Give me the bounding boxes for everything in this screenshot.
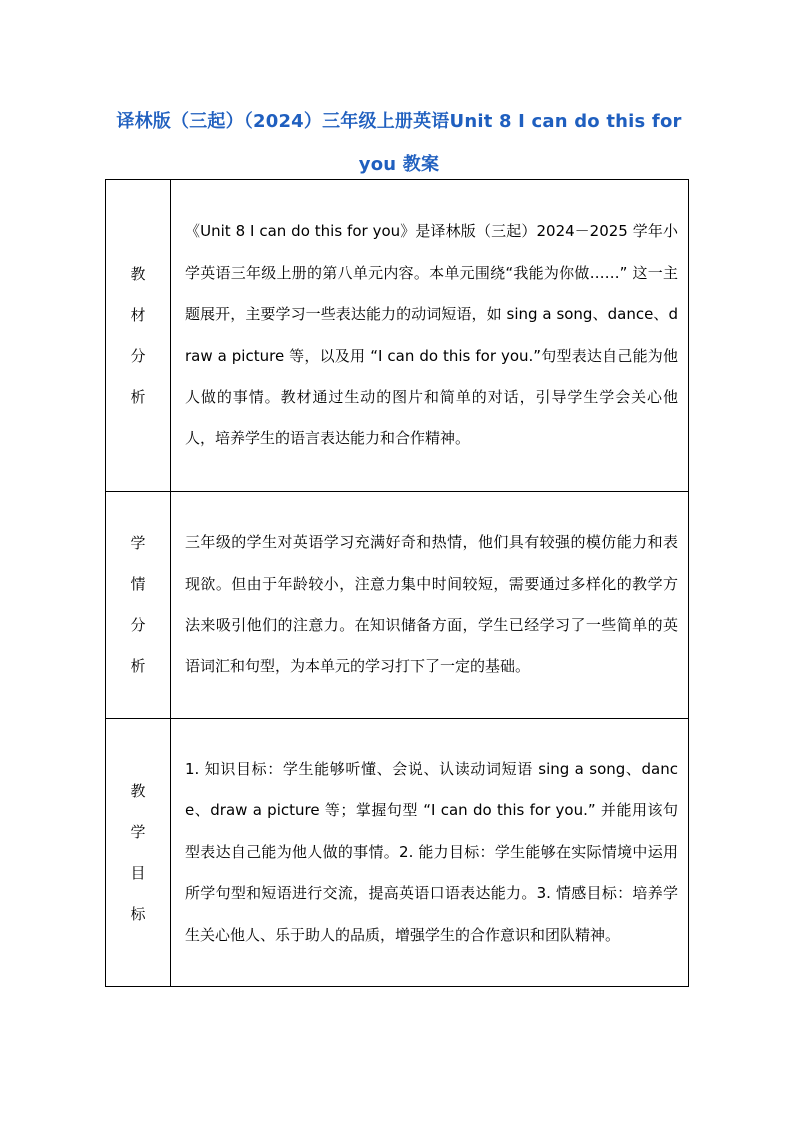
lesson-plan-table	[105, 179, 689, 987]
textbook-analysis-text: 《Unit 8 I can do this for you》是译林版（三起）2024－2025 学年小学英语三年级上册的第八单元内容。本单元围绕“我能为你做……” 这一主题展开，主要学习一些表达能力的动词短语，如 sing a song、dance、draw a picture 等，以及用 “I can do this for you.”句型表达自己能为他人做的事情。教材通过生动的图片和简单的对话，引导学生学会关心他人，培养学生的语言表达能力和合作精神。	[171, 180, 689, 492]
document-title: 译林版（三起）（2024）三年级上册英语Unit 8 I can do this for you 教案	[116, 111, 682, 175]
table-row-student-analysis	[106, 492, 689, 719]
table-row-textbook-analysis	[106, 180, 689, 492]
row-label-teaching-objectives	[106, 719, 171, 987]
row-label-textbook-analysis	[106, 180, 171, 492]
label-char: 学	[130, 534, 146, 552]
label-char: 情	[130, 575, 146, 593]
teaching-objectives-text: 1. 知识目标：学生能够听懂、会说、认读动词短语 sing a song、dance、draw a picture 等；掌握句型 “I can do this for you.” 并能用该句型表达自己能为他人做的事情。2. 能力目标：学生能够在实际情境中运用所学句型和短语进行交流，提高英语口语表达能力。3. 情感目标：培养学生关心他人、乐于助人的品质，增强学生的合作意识和团队精神。	[171, 719, 689, 987]
label-char: 析	[130, 387, 146, 406]
label-char: 材	[130, 305, 146, 324]
student-analysis-text: 三年级的学生对英语学习充满好奇和热情，他们具有较强的模仿能力和表现欲。但由于年龄较小，注意力集中时间较短，需要通过多样化的教学方法来吸引他们的注意力。在知识储备方面，学生已经学习了一些简单的英语词汇和句型，为本单元的学习打下了一定的基础。	[171, 492, 689, 719]
label-char: 教	[130, 781, 146, 800]
label-char: 标	[130, 904, 146, 923]
table-row-teaching-objectives	[106, 719, 689, 987]
label-char: 分	[130, 346, 146, 365]
row-label-student-analysis	[106, 492, 171, 719]
label-char: 学	[130, 822, 146, 841]
label-char: 析	[130, 657, 146, 675]
label-char: 教	[130, 264, 146, 283]
label-char: 目	[130, 863, 146, 882]
label-char: 分	[130, 616, 146, 634]
